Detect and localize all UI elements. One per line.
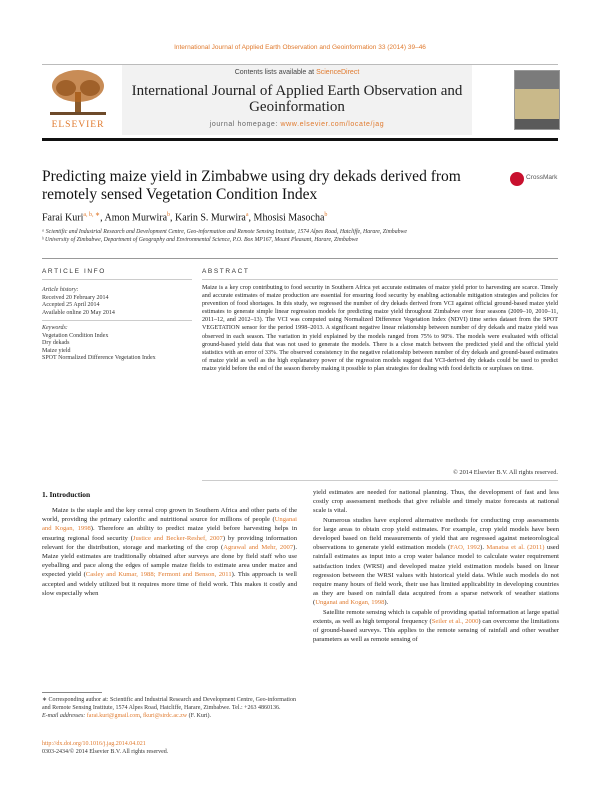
intro-paragraph: yield estimates are needed for national planning. Thus, the development of fast and less costly crop assessment methods that give reliable and timely maize forecasts at national scale is vital. [313, 489, 559, 515]
corresponding-author-footnote [42, 696, 297, 720]
info-divider [42, 279, 192, 280]
author-affiliation-mark[interactable]: b [324, 212, 328, 218]
footnote-divider [42, 692, 102, 693]
article-title: Predicting maize yield in Zimbabwe using dry dekads derived from remotely sensed Vegetation Condition Index [42, 168, 461, 203]
keyword: Vegetation Condition Index [42, 332, 109, 339]
accepted-date: Accepted 25 April 2014 [42, 302, 100, 308]
abstract-heading: ABSTRACT [202, 268, 250, 275]
crossmark-badge[interactable] [510, 172, 570, 188]
text-run: ). This approach is well accepted and widely utilized but it requires more time of field work. This makes it costly and slow especially when [42, 571, 297, 597]
email-link[interactable]: fkuri@sirdc.ac.zw [142, 713, 188, 719]
text-run: Maize is the staple and the key cereal crop grown in Southern Africa and other parts of the world, providing the primary calorific and nutritional source for millions of people ( [42, 507, 297, 524]
citation-link[interactable]: Casley and Kumar, 1988; Fermont and Benson, 2011 [85, 571, 232, 579]
author-affiliation-mark[interactable]: b [167, 212, 171, 218]
history-label: Article history: [42, 287, 79, 293]
text-run: Satellite remote sensing which is capable of providing spatial information at large spatial extents, as well as high temporal frequency ( [313, 608, 559, 625]
journal-reference[interactable]: International Journal of Applied Earth Observation and Geoinformation 33 (2014) 39–46 [174, 44, 426, 51]
email-link[interactable]: farai.kuri@gmail.com [86, 713, 140, 719]
text-run: ). Therefore an ability to predict maize yield before harvesting helps in ensuring regional food security ( [42, 525, 297, 542]
author-name: Farai Kuri [42, 212, 84, 224]
citation-link[interactable]: Seiler et al., 2000 [431, 617, 479, 625]
intro-paragraph [313, 516, 559, 608]
homepage-prefix: journal homepage: [209, 121, 278, 128]
citation-link[interactable]: Agrawal and Mehr, 2007 [223, 543, 294, 551]
cover-band [515, 71, 559, 89]
article-info-heading: ARTICLE INFO [42, 268, 106, 275]
citation-link[interactable]: FAO, 1992 [450, 544, 481, 552]
affiliation-a: ᵃ Scientific and Industrial Research and Development Centre, Geo-information and Remote Sensing Institute, 1574 Alpes Road, Hatcliffe, Harare, Zimbabwe [42, 229, 407, 235]
contents-line [122, 69, 472, 76]
keyword: Dry dekads [42, 340, 70, 346]
doi-block [42, 740, 342, 756]
article-info [42, 287, 192, 363]
intro-paragraph [42, 506, 297, 598]
affiliation-b: ᵇ University of Zimbabwe, Department of Geography and Environmental Science, P.O. Box MP167, Mount Pleasant, Harare, Zimbabwe [42, 237, 359, 243]
journal-header-panel [122, 65, 472, 135]
intro-right-column [313, 488, 559, 644]
citation-link[interactable]: Justice and Becker-Reshef, 2007 [132, 534, 223, 542]
crossmark-icon [510, 172, 524, 186]
received-date: Received 20 February 2014 [42, 294, 109, 301]
abstract-copyright: © 2014 Elsevier B.V. All rights reserved. [452, 469, 558, 476]
intro-paragraph [313, 608, 559, 645]
header-divider [42, 138, 558, 141]
homepage-link[interactable]: www.elsevier.com/locate/jag [280, 121, 385, 128]
author-name: Karin S. Murwira [175, 212, 246, 224]
intro-heading: 1. Introduction [42, 490, 91, 499]
corresponding-note: ∗ Corresponding author at: Scientific and Industrial Research and Development Centre, Geo-information and Remote Sensing Institute, 1574 Alpes Road, Hatcliffe, Harare, Zimbabwe. Tel.: +263 4860136. [42, 697, 296, 711]
citation-link[interactable]: Unganai and Kogan, 1998 [42, 516, 297, 533]
text-run: used rainfall estimates as input into a crop water balance model to calculate water requirement satisfaction index (WRSI) and developed maize yield estimation models based on linear regression between the WRSI values with historical yield data. While such models do not require many hours of field work, their use has limited applicability in developing countries as they are based on rainfall data acquired from a sparse network of weather stations ( [313, 544, 559, 607]
journal-header [42, 64, 558, 137]
author-name: Mhosisi Masocha [253, 212, 325, 224]
issn-line: 0303-2434/© 2014 Elsevier B.V. All rights reserved. [42, 749, 169, 755]
email-suffix: (F. Kuri). [187, 713, 212, 719]
keyword: SPOT Normalized Difference Vegetation Index [42, 355, 156, 361]
abstract-end-divider [202, 480, 558, 481]
email-label: E-mail addresses: [42, 713, 86, 719]
text-run: ) can overcome the limitations of ground-based surveys. This applies to the remote sensing of rainfall and other weather parameters as well as remote sensing of [313, 617, 560, 644]
citation-link[interactable]: Manatsa et al. (2011) [486, 544, 545, 552]
journal-title: International Journal of Applied Earth Observation and Geoinformation [131, 83, 463, 115]
publisher-name: ELSEVIER [51, 120, 105, 130]
section-divider [42, 258, 558, 259]
author-list: Farai Kuri$^{a, b, ∗}$, Amon Murwira$^b$, Karin S. Murwira$^a$, Mhosisi Masocha$^b$ [42, 212, 328, 224]
abstract-divider [202, 279, 558, 280]
text-run: ). [384, 599, 389, 607]
crossmark-label: CrossMark [526, 174, 558, 181]
email-line [42, 712, 297, 720]
cover-footer-band [515, 119, 559, 129]
journal-homepage [122, 121, 472, 128]
email-separator: , [139, 713, 143, 719]
abstract-text: Maize is a key crop contributing to food security in Southern Africa yet accurate estimates of maize yield prior to harvesting are scarce. Timely and accurate estimates of maize production are essential for ensuring food security by enabling actionable mitigation strategies and policies for prevention of food shortages. In this study, we regressed the number of dry dekads derived from VCI against official ground-based maize yield estimates to generate simple linear regression models for predicting maize yield throughout Zimbabwe over four seasons (2009–10, 2010–11, 2011–12, and 2012–13). The VCI was computed using Normalized Difference Vegetation Index (NDVI) time series dataset from the SPOT VEGETATION sensor for the period 1998–2013. A significant negative linear relationship between number of dry dekads and maize yield was observed in each season. The variation in yield explained by the models ranged from 75% to 90%. The models were evaluated with official ground-based yield data that was not used to generate the models. There is a close match between the predicted yield and the official yield statistics with an error of 33%. The observed consistency in the negative relationship between number of dry dekads and ground-based estimates of maize yield as well as the high explanatory power of the regression models suggest that VCI-derived dry dekads could be used to predict maize yield before the end of the season thereby making it possible to plan strategies for dealing with food deficits or surpluses on time. [202, 285, 558, 372]
contents-prefix: Contents lists available at [234, 69, 315, 76]
text-run: ). [480, 544, 487, 552]
citation-link[interactable]: Unganai and Kogan, 1998 [315, 599, 385, 607]
sciencedirect-link[interactable]: ScienceDirect [316, 69, 360, 76]
text-run: ). Maize yield estimates are traditionally obtained after surveys are done by field staff who use eyeballing and pace along the edges of sample maize fields to estimate area under maize and expected yield ( [42, 543, 297, 579]
author-affiliation-mark[interactable]: a [245, 212, 249, 218]
info-separator [42, 320, 192, 321]
doi-link[interactable]: http://dx.doi.org/10.1016/j.jag.2014.04.021 [42, 741, 146, 747]
keywords-label: Keywords: [42, 325, 68, 331]
author-affiliation-mark[interactable]: a, b, ∗ [83, 212, 101, 218]
keyword: Maize yield [42, 347, 71, 354]
online-date: Available online 20 May 2014 [42, 309, 115, 316]
text-run: Numerous studies have explored alternative methods for conducting crop assessments for large areas to obtain crop yield estimates. For example, crop yield models have been developed based on field measurements of yield that are regressed against meteorological observations to generate yield estimation models ( [313, 516, 559, 552]
author-name: Amon Murwira [104, 212, 168, 224]
journal-cover-thumbnail [514, 70, 560, 130]
text-run: ) by providing information relevant for the distribution, storage and marketing of the crop ( [42, 534, 298, 551]
intro-left-column [42, 506, 297, 598]
